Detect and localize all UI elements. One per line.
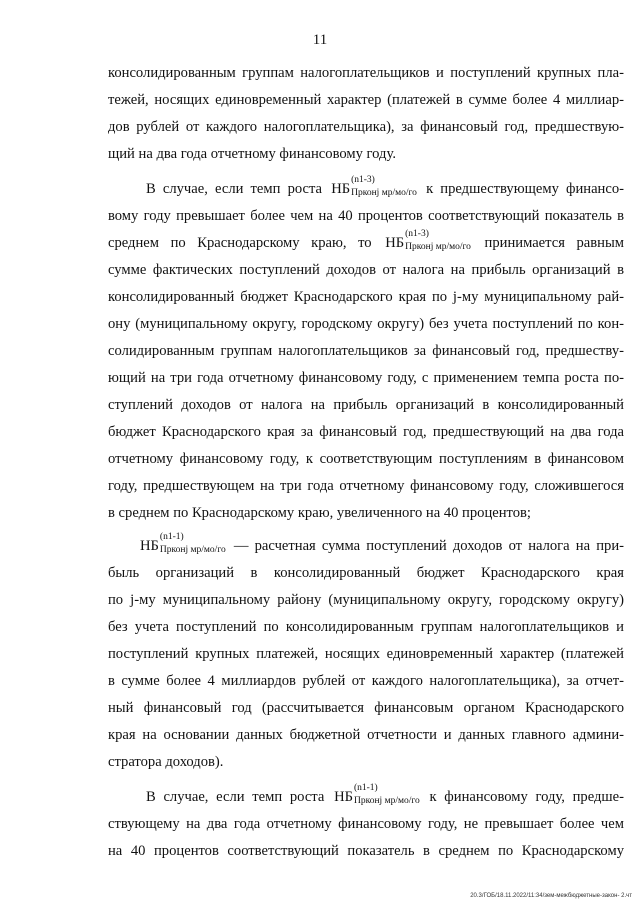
formula-base: НБ — [331, 181, 351, 197]
formula-superscript: (n1-3) — [351, 174, 375, 185]
formula-subscript: Прконj мр/мо/го — [353, 795, 420, 806]
text-fragment: принимается равным — [484, 235, 625, 251]
text-fragment: В случае, если темп роста — [146, 789, 325, 805]
text-line: бюджет Краснодарского края за финансовый год, предшествующий на два года — [108, 424, 624, 440]
text-line — [108, 784, 624, 811]
formula-base: НБ — [334, 789, 353, 805]
text-fragment: к финансовому году, предше- — [429, 789, 625, 805]
text-line: консолидированным группам налогоплательщиков и поступлений крупных пла- — [108, 65, 624, 81]
nb-formula-n13 — [385, 230, 471, 257]
formula-superscript: (n1-3) — [405, 228, 429, 239]
text-line: ону (муниципальному округу, городскому округу) без учета поступлений по кон- — [108, 316, 624, 332]
text-fragment: В случае, если темп роста — [146, 181, 323, 197]
formula-base: НБ — [140, 538, 159, 554]
text-fragment: к предшествующему финансо- — [426, 181, 625, 197]
nb-formula-n11 — [140, 533, 226, 560]
text-line: быль организаций в консолидированный бюджет Краснодарского края — [108, 565, 624, 581]
formula-superscript: (n1-1) — [159, 531, 184, 542]
text-line: щий на два года отчетному финансовому году. — [108, 146, 396, 162]
footer-stamp: 20.3/ГОБ/18.11.2022/11:34/зем-межбюджетные-закон- 2.чт — [470, 893, 632, 899]
text-line — [108, 230, 624, 257]
formula-base: НБ — [385, 235, 405, 251]
text-line: без учета поступлений по консолидированным группам налогоплательщиков и — [108, 619, 624, 635]
text-line: году, предшествующем на три года отчетному финансовому году, сложившегося — [108, 478, 624, 494]
text-fragment: — расчетная сумма поступлений доходов от налога на при- — [233, 538, 624, 554]
text-line: поступлений крупных платежей, носящих единовременный характер (платежей — [108, 646, 624, 662]
text-line: дов рублей от каждого налогоплательщика), за финансовый год, предшествую- — [108, 119, 624, 135]
formula-subscript: Прконj мр/мо/го — [405, 241, 471, 252]
text-fragment: среднем по Краснодарскому краю, то — [108, 235, 372, 251]
text-line: ный финансовый год (рассчитывается финансовым органом Краснодарского — [108, 700, 624, 716]
text-line: на 40 процентов соответствующий показатель в среднем по Краснодарскому — [108, 843, 624, 859]
nb-formula-n13 — [331, 176, 417, 203]
text-line: солидированным группам налогоплательщиков за финансовый год, предшеству- — [108, 343, 624, 359]
text-line: стратора доходов). — [108, 754, 224, 770]
formula-subscript: Прконj мр/мо/го — [159, 544, 226, 555]
text-line: ющий на три года отчетному финансовому году, с применением темпа роста по- — [108, 370, 624, 386]
page-number: 11 — [312, 32, 328, 48]
text-line: ступлений доходов от налога на прибыль организаций в консолидированный — [108, 397, 624, 413]
text-line: по j-му муниципальному району (муниципальному округу, городскому округу) — [108, 592, 624, 608]
text-line: сумме фактических поступлений доходов от налога на прибыль организаций в — [108, 262, 624, 278]
text-line: края на основании данных бюджетной отчетности и данных главного админи- — [108, 727, 624, 743]
text-line: консолидированный бюджет Краснодарского края по j-му муниципальному рай- — [108, 289, 624, 305]
text-line: в среднем по Краснодарскому краю, увеличенного на 40 процентов; — [108, 505, 531, 521]
text-line: ствующему на два года отчетному финансовому году, не превышает более чем — [108, 816, 624, 832]
formula-subscript: Прконj мр/мо/го — [351, 187, 417, 198]
nb-formula-n11 — [334, 784, 420, 811]
text-line: в сумме более 4 миллиардов рублей от каждого налогоплательщика), за отчет- — [108, 673, 624, 689]
text-line — [108, 176, 624, 203]
text-line: тежей, носящих единовременный характер (платежей в сумме более 4 миллиар- — [108, 92, 624, 108]
text-line — [108, 533, 624, 560]
text-line: отчетному финансовому году, к соответствующим поступлениям в финансовом — [108, 451, 624, 467]
document-body — [108, 60, 624, 865]
formula-superscript: (n1-1) — [353, 782, 378, 793]
text-line: вому году превышает более чем на 40 процентов соответствующий показатель в — [108, 208, 624, 224]
